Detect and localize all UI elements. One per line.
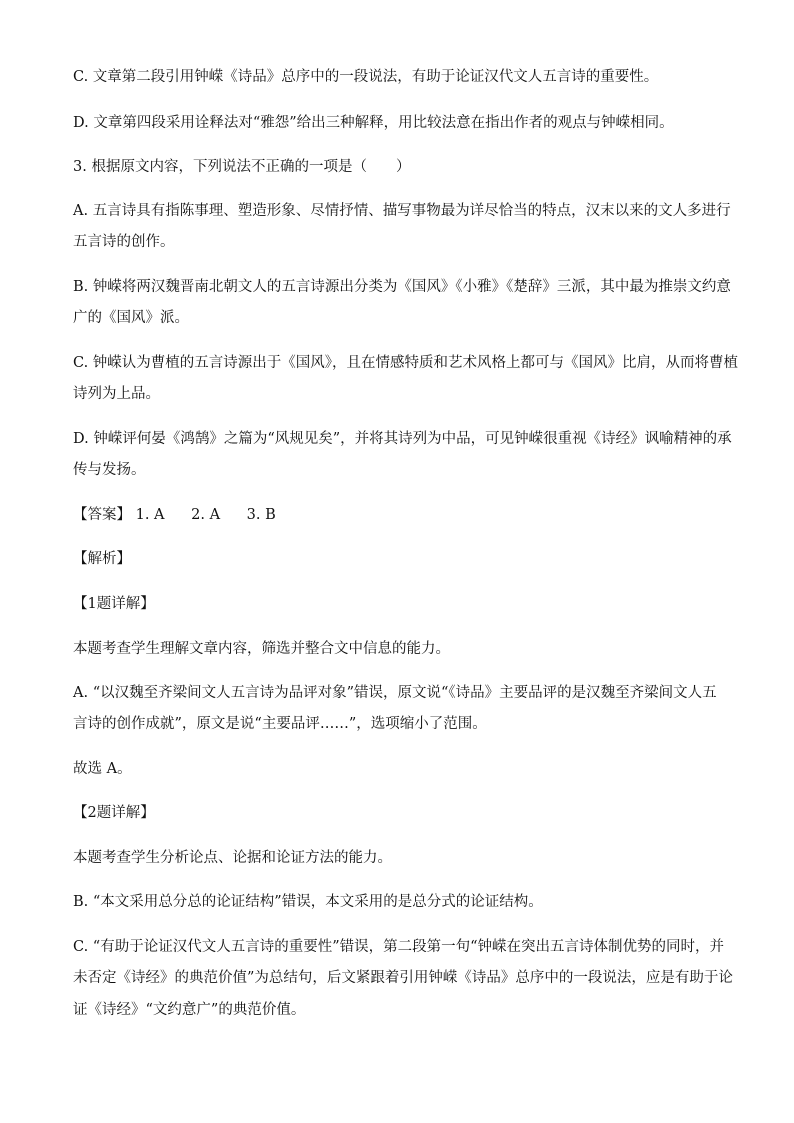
answer-line [73, 506, 723, 524]
detail-2-text: C. “有助于论证汉代文人五言诗的重要性”错误，第二段第一句“钟嵘在突出五言诗体制优势的同时，并 [73, 939, 725, 955]
detail-2-text: 证《诗经》“文约意广”的典范价值。 [73, 1002, 306, 1018]
answer-item-2: 2. A [191, 507, 221, 523]
detail-2-text: 本题考查学生分析论点、论据和论证方法的能力。 [73, 850, 392, 866]
answer-item-1: 1. A [135, 507, 165, 523]
q3-option-d-line-2: 传与发扬。 [73, 462, 146, 478]
q3-option-d-line-1: D. 钟嵘评何晏《鸿鹄》之篇为“风规见矣”，并将其诗列为中品，可见钟嵘很重视《诗经》讽喻精神的承 [73, 431, 732, 447]
detail-1-text: A. “以汉魏至齐梁间文人五言诗为品评对象”错误，原文说“《诗品》主要品评的是汉魏至齐梁间文人五 [73, 685, 717, 701]
detail-1-conclusion: 故选 A。 [73, 761, 132, 777]
q3-option-c-line-1: C. 钟嵘认为曹植的五言诗源出于《国风》，且在情感特质和艺术风格上都可与《国风》比肩，从而将曹植 [73, 355, 739, 371]
q3-option-b-line-2: 广的《国风》派。 [73, 310, 189, 326]
detail-2-text: B. “本文采用总分总的论证结构”错误，本文采用的是总分式的论证结构。 [73, 894, 543, 910]
q3-option-b-line-1: B. 钟嵘将两汉魏晋南北朝文人的五言诗源出分类为《国风》《小雅》《楚辞》三派，其中最为推崇文约意 [73, 279, 731, 295]
q3-option-a-line-2: 五言诗的创作。 [73, 234, 175, 250]
option-d-line: D. 文章第四段采用诠释法对“雅怨”给出三种解释，用比较法意在指出作者的观点与钟嵘相同。 [73, 115, 674, 131]
question-3-stem: 3. 根据原文内容，下列说法不正确的一项是（ ） [73, 159, 411, 175]
detail-1-heading: 【1题详解】 [73, 596, 155, 612]
analysis-heading: 【解析】 [73, 551, 131, 567]
answer-item-3: 3. B [246, 507, 276, 523]
answer-tag: 【答案】 [73, 507, 131, 523]
detail-1-text: 言诗的创作成就”，原文是说“主要品评……”，选项缩小了范围。 [73, 716, 487, 732]
detail-1-text: 本题考查学生理解文章内容，筛选并整合文中信息的能力。 [73, 641, 450, 657]
option-c-line: C. 文章第二段引用钟嵘《诗品》总序中的一段说法，有助于论证汉代文人五言诗的重要性。 [73, 69, 659, 85]
q3-option-a-line-1: A. 五言诗具有指陈事理、塑造形象、尽情抒情、描写事物最为详尽恰当的特点，汉末以来的文人多进行 [73, 203, 731, 219]
detail-2-text: 未否定《诗经》的典范价值”为总结句，后文紧跟着引用钟嵘《诗品》总序中的一段说法，应是有助于论 [73, 970, 733, 986]
q3-option-c-line-2: 诗列为上品。 [73, 386, 160, 402]
detail-2-heading: 【2题详解】 [73, 805, 155, 821]
